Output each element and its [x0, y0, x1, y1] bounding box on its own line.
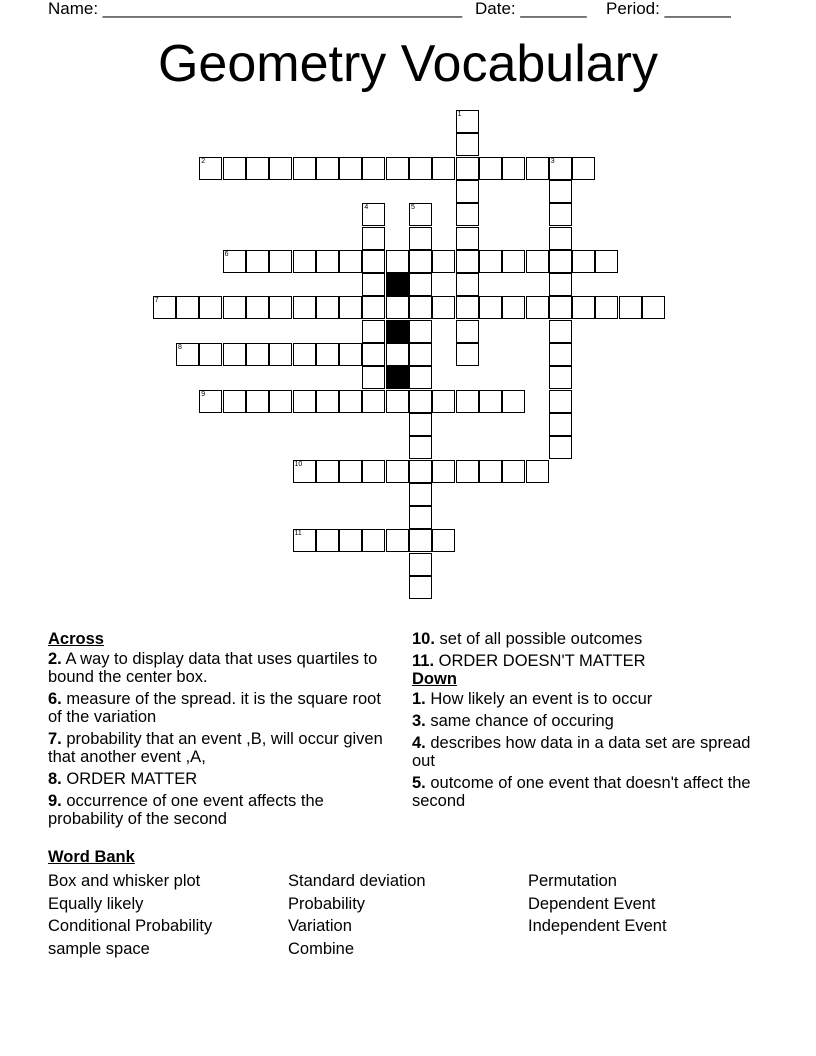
crossword-block [386, 273, 409, 296]
crossword-cell[interactable] [386, 296, 409, 319]
crossword-cell[interactable] [316, 460, 339, 483]
crossword-cell[interactable] [479, 250, 502, 273]
crossword-cell[interactable] [456, 460, 479, 483]
crossword-cell[interactable] [199, 343, 222, 366]
crossword-cell[interactable] [362, 157, 385, 180]
crossword-cell[interactable] [246, 343, 269, 366]
crossword-cell[interactable] [456, 390, 479, 413]
crossword-cell[interactable] [409, 343, 432, 366]
crossword-cell[interactable] [269, 250, 292, 273]
crossword-cell[interactable] [223, 250, 246, 273]
crossword-cell[interactable] [409, 390, 432, 413]
crossword-cell[interactable] [386, 529, 409, 552]
crossword-cell[interactable] [339, 157, 362, 180]
crossword-cell[interactable] [362, 273, 385, 296]
crossword-cell[interactable] [549, 157, 572, 180]
clue-number: 10 [294, 460, 303, 468]
crossword-cell[interactable] [223, 343, 246, 366]
clue-down-1: 1. How likely an event is to occur [412, 690, 653, 708]
crossword-cell[interactable] [456, 273, 479, 296]
crossword-cell[interactable] [386, 250, 409, 273]
crossword-cell[interactable] [432, 157, 455, 180]
crossword-cell[interactable] [362, 366, 385, 389]
clue-across-8: 8. ORDER MATTER [48, 770, 198, 788]
crossword-cell[interactable] [549, 320, 572, 343]
crossword-cell[interactable] [432, 529, 455, 552]
clue-across-9: 9. occurrence of one event affects the probability of the second [48, 792, 324, 828]
crossword-cell[interactable] [549, 296, 572, 319]
clue-down-4: 4. describes how data in a data set are spread out [412, 734, 751, 770]
crossword-cell[interactable] [199, 390, 222, 413]
crossword-cell[interactable] [246, 390, 269, 413]
crossword-cell[interactable] [199, 157, 222, 180]
crossword-cell[interactable] [362, 529, 385, 552]
crossword-cell[interactable] [409, 320, 432, 343]
crossword-cell[interactable] [362, 296, 385, 319]
crossword-cell[interactable] [572, 296, 595, 319]
crossword-cell[interactable] [362, 343, 385, 366]
crossword-cell[interactable] [456, 343, 479, 366]
crossword-cell[interactable] [456, 110, 479, 133]
crossword-cell[interactable] [246, 250, 269, 273]
crossword-cell[interactable] [409, 436, 432, 459]
crossword-cell[interactable] [526, 250, 549, 273]
crossword-cell[interactable] [549, 203, 572, 226]
crossword-block [386, 320, 409, 343]
crossword-cell[interactable] [362, 203, 385, 226]
clue-number: 5 [411, 204, 415, 212]
crossword-cell[interactable] [456, 250, 479, 273]
crossword-cell[interactable] [595, 250, 618, 273]
crossword-cell[interactable] [409, 366, 432, 389]
crossword-cell[interactable] [246, 296, 269, 319]
crossword-cell[interactable] [502, 296, 525, 319]
crossword-cell[interactable] [293, 460, 316, 483]
crossword-cell[interactable] [549, 273, 572, 296]
crossword-cell[interactable] [339, 529, 362, 552]
crossword-cell[interactable] [409, 157, 432, 180]
crossword-cell[interactable] [479, 296, 502, 319]
word-bank-column-2 [288, 870, 426, 960]
clue-across-10: 10. set of all possible outcomes [412, 630, 643, 648]
page-title: Geometry Vocabulary [157, 35, 659, 93]
crossword-cell[interactable] [409, 529, 432, 552]
crossword-cell[interactable] [549, 180, 572, 203]
word-bank-item: Standard deviation [288, 872, 426, 890]
crossword-cell[interactable] [502, 390, 525, 413]
crossword-cell[interactable] [316, 529, 339, 552]
crossword-cell[interactable] [642, 296, 665, 319]
word-bank-column-3 [528, 870, 667, 938]
crossword-cell[interactable] [293, 250, 316, 273]
crossword-cell[interactable] [316, 250, 339, 273]
clue-number: 4 [364, 204, 369, 212]
crossword-cell[interactable] [176, 296, 199, 319]
crossword-cell[interactable] [269, 390, 292, 413]
crossword-cell[interactable] [316, 157, 339, 180]
crossword-cell[interactable] [269, 343, 292, 366]
clue-across-11: 11. ORDER DOESN'T MATTER [412, 652, 646, 670]
clues-right-column [412, 630, 752, 814]
crossword-cell[interactable] [316, 390, 339, 413]
crossword-cell[interactable] [269, 157, 292, 180]
word-bank-item: sample space [48, 939, 150, 958]
clue-across-6: 6. measure of the spread. it is the square root of the variation [48, 690, 381, 726]
crossword-cell[interactable] [386, 460, 409, 483]
crossword-cell[interactable] [549, 366, 572, 389]
clue-down-5: 5. outcome of one event that doesn't affect the second [412, 774, 751, 810]
crossword-cell[interactable] [362, 460, 385, 483]
crossword-cell[interactable] [316, 343, 339, 366]
crossword-cell[interactable] [293, 529, 316, 552]
crossword-cell[interactable] [595, 296, 618, 319]
crossword-cell[interactable] [362, 227, 385, 250]
crossword-cell[interactable] [479, 460, 502, 483]
clue-number: 8 [178, 344, 182, 351]
word-bank-column-1 [48, 870, 212, 960]
word-bank-item: Probability [288, 894, 366, 913]
crossword-cell[interactable] [409, 460, 432, 483]
date-field-label: Date: _______ [475, 0, 587, 18]
crossword-cell[interactable] [246, 157, 269, 180]
clue-number: 11 [294, 530, 302, 538]
crossword-cell[interactable] [456, 203, 479, 226]
crossword-cell[interactable] [432, 460, 455, 483]
crossword-cell[interactable] [549, 413, 572, 436]
word-bank-item: Variation [288, 917, 352, 935]
crossword-cell[interactable] [409, 553, 432, 576]
crossword-cell[interactable] [479, 157, 502, 180]
crossword-cell[interactable] [572, 250, 595, 273]
crossword-cell[interactable] [223, 390, 246, 413]
clue-number: 9 [201, 390, 206, 398]
crossword-cell[interactable] [293, 157, 316, 180]
clue-number: 2 [201, 157, 206, 165]
word-bank-item: Equally likely [48, 894, 144, 913]
crossword-cell[interactable] [479, 390, 502, 413]
word-bank [48, 846, 768, 958]
crossword-cell[interactable] [409, 203, 432, 226]
crossword-cell[interactable] [549, 343, 572, 366]
crossword-cell[interactable] [456, 296, 479, 319]
crossword-block [386, 366, 409, 389]
crossword-cell[interactable] [526, 296, 549, 319]
crossword-cell[interactable] [409, 227, 432, 250]
crossword-cell[interactable] [549, 436, 572, 459]
crossword-cell[interactable] [293, 296, 316, 319]
clue-number: 7 [154, 297, 159, 305]
crossword-cell[interactable] [339, 250, 362, 273]
word-bank-item: Dependent Event [528, 894, 656, 913]
crossword-cell[interactable] [386, 390, 409, 413]
crossword-cell[interactable] [432, 390, 455, 413]
crossword-cell[interactable] [502, 250, 525, 273]
crossword-cell[interactable] [223, 157, 246, 180]
crossword-cell[interactable] [432, 250, 455, 273]
crossword-cell[interactable] [409, 250, 432, 273]
crossword-cell[interactable] [409, 413, 432, 436]
word-bank-item: Box and whisker plot [48, 872, 201, 890]
clues-left-column [48, 630, 388, 832]
across-heading: Across [48, 630, 104, 648]
crossword-cell[interactable] [456, 227, 479, 250]
crossword-cell[interactable] [549, 250, 572, 273]
clue-across-7: 7. probability that an event ,B, will occur given that another event ,A, [48, 730, 383, 766]
crossword-cell[interactable] [153, 296, 176, 319]
crossword-cell[interactable] [386, 157, 409, 180]
word-bank-item: Conditional Probability [48, 917, 213, 935]
crossword-cell[interactable] [549, 227, 572, 250]
period-field-label: Period: _______ [606, 0, 731, 18]
crossword-cell[interactable] [409, 296, 432, 319]
crossword-cell[interactable] [362, 250, 385, 273]
crossword-cell[interactable] [456, 180, 479, 203]
crossword-cell[interactable] [409, 483, 432, 506]
crossword-cell[interactable] [362, 390, 385, 413]
name-field-label: Name: ______________________________________ [48, 0, 463, 18]
crossword-cell[interactable] [293, 390, 316, 413]
crossword-cell[interactable] [339, 390, 362, 413]
crossword-cell[interactable] [456, 157, 479, 180]
crossword-cell[interactable] [409, 506, 432, 529]
clue-number: 6 [224, 250, 229, 258]
crossword-cell[interactable] [409, 576, 432, 599]
crossword-cell[interactable] [432, 296, 455, 319]
clue-down-3: 3. same chance of occuring [412, 712, 614, 730]
crossword-cell[interactable] [362, 320, 385, 343]
crossword-cell[interactable] [619, 296, 642, 319]
word-bank-item: Permutation [528, 872, 617, 890]
crossword-cell[interactable] [572, 157, 595, 180]
crossword-cell[interactable] [339, 460, 362, 483]
crossword-cell[interactable] [409, 273, 432, 296]
crossword-cell[interactable] [339, 296, 362, 319]
crossword-cell[interactable] [316, 296, 339, 319]
clue-number: 3 [550, 157, 555, 165]
crossword-cell[interactable] [456, 320, 479, 343]
clue-number: 1 [457, 111, 462, 118]
crossword-cell[interactable] [549, 390, 572, 413]
crossword-cell[interactable] [386, 343, 409, 366]
clue-across-2: 2. A way to display data that uses quartiles to bound the center box. [48, 650, 378, 686]
crossword-cell[interactable] [339, 343, 362, 366]
word-bank-item: Independent Event [528, 917, 667, 935]
crossword-cell[interactable] [502, 157, 525, 180]
down-heading: Down [412, 670, 457, 688]
crossword-cell[interactable] [199, 296, 222, 319]
crossword-cell[interactable] [526, 157, 549, 180]
crossword-cell[interactable] [526, 460, 549, 483]
crossword-cell[interactable] [502, 460, 525, 483]
word-bank-item: Combine [288, 939, 355, 958]
crossword-cell[interactable] [456, 133, 479, 156]
crossword-cell[interactable] [176, 343, 199, 366]
crossword-cell[interactable] [293, 343, 316, 366]
word-bank-heading: Word Bank [48, 848, 135, 866]
crossword-cell[interactable] [223, 296, 246, 319]
crossword-cell[interactable] [269, 296, 292, 319]
